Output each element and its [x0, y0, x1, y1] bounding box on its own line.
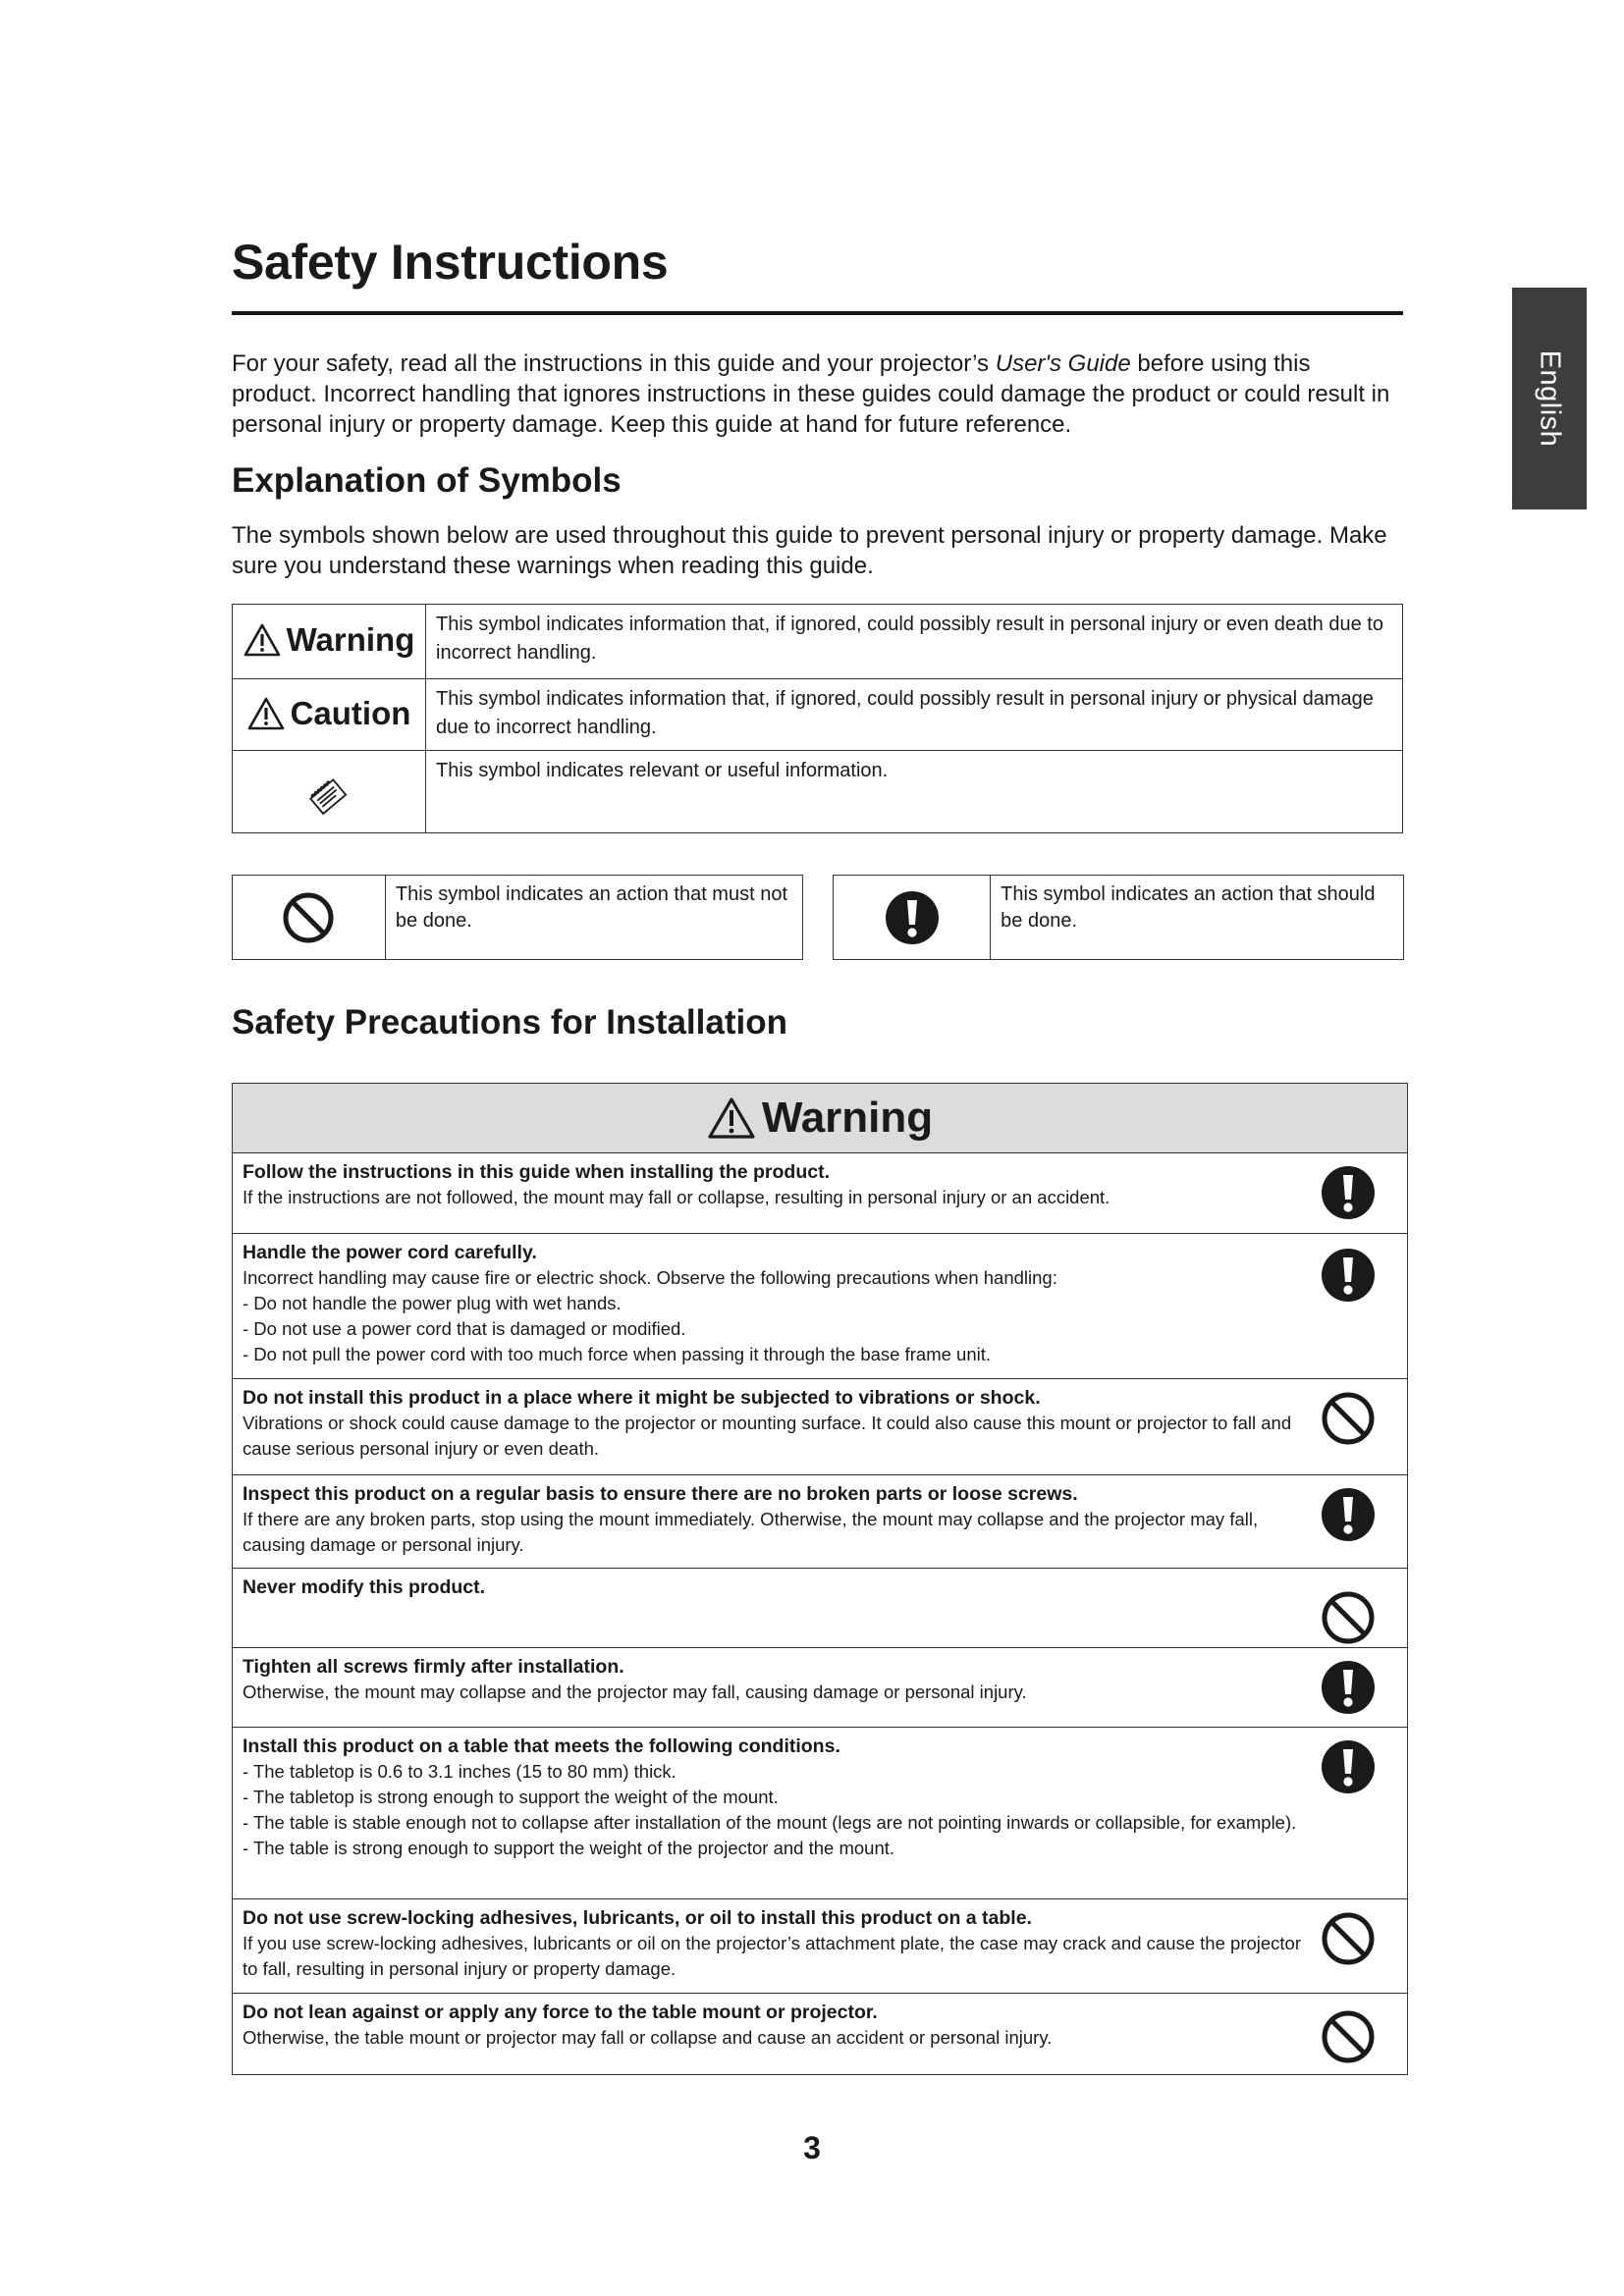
warning-row-title: Tighten all screws firmly after installation.: [243, 1656, 624, 1678]
warning-table-header: [233, 1084, 1407, 1153]
symbol-label: Caution: [290, 694, 411, 731]
warning-row-title: Handle the power cord carefully.: [243, 1242, 537, 1263]
prohibited-symbol-box: [232, 875, 803, 960]
note-pencil-icon: [307, 774, 351, 818]
intro-text-2: before using this product. Incorrect handling that ignores instructions in these guides could damage the product or could result in personal injury or property damage. Keep this guide at hand for future reference.: [232, 350, 1390, 438]
symbol-row-warning: [233, 605, 1403, 679]
symbol-row-caution: [233, 679, 1403, 751]
warning-triangle-icon: [244, 623, 281, 657]
warning-row-text: - The table is stable enough not to collapse after installation of the mount (legs are not pointing inwards or collapsible, for example).: [243, 1812, 1297, 1833]
warning-row: [233, 1379, 1407, 1475]
warning-triangle-icon: [247, 697, 285, 730]
symbol-label: Warning: [286, 621, 415, 658]
mandatory-icon: [1321, 1248, 1376, 1303]
warning-triangle-icon: [707, 1096, 756, 1140]
installation-warning-table: [232, 1083, 1408, 2075]
symbol-row-note: [233, 751, 1403, 833]
warning-header-label: Warning: [761, 1094, 934, 1142]
warning-row-text: - Do not pull the power cord with too much force when passing it through the base frame unit.: [243, 1344, 991, 1364]
symbols-table: [232, 604, 1403, 833]
warning-row: [233, 1569, 1407, 1648]
prohibited-icon: [1321, 2009, 1376, 2064]
warning-row: [233, 1899, 1407, 1994]
warning-row-text: If there are any broken parts, stop using the mount immediately. Otherwise, the mount may collapse and the projector may fall, causing damage or personal injury.: [243, 1509, 1259, 1555]
intro-guide-name: User's Guide: [995, 350, 1131, 377]
prohibited-icon: [1321, 1911, 1376, 1966]
warning-row-title: Follow the instructions in this guide when installing the product.: [243, 1161, 830, 1183]
symbol-description: This symbol indicates information that, if ignored, could possibly result in personal injury or even death due to incorrect handling.: [426, 605, 1403, 679]
warning-row-text: Otherwise, the table mount or projector may fall or collapse and cause an accident or personal injury.: [243, 2027, 1053, 2048]
page-title: Safety Instructions: [232, 235, 669, 290]
mandatory-icon: [1321, 1739, 1376, 1794]
symbol-label-cell: [233, 751, 426, 833]
warning-row: [233, 1648, 1407, 1728]
symbol-label-cell: [233, 605, 426, 679]
intro-paragraph: [232, 348, 1390, 440]
warning-row-text: - Do not use a power cord that is damaged or modified.: [243, 1318, 686, 1339]
warning-row-title: Install this product on a table that meets the following conditions.: [243, 1735, 840, 1757]
prohibited-icon: [1321, 1590, 1376, 1645]
mandatory-icon: [1321, 1165, 1376, 1220]
symbol-description: This symbol indicates relevant or useful information.: [426, 751, 1403, 833]
mandatory-description: This symbol indicates an action that should be done.: [1001, 883, 1376, 932]
mandatory-symbol-box: [833, 875, 1404, 960]
warning-row: [233, 1153, 1407, 1234]
language-tab-label: English: [1534, 349, 1566, 448]
warning-row-text: If you use screw-locking adhesives, lubricants or oil on the projector’s attachment plate, the case may crack and cause the projector to fall, resulting in personal injury or property damage.: [243, 1933, 1302, 1979]
warning-row: [233, 1994, 1407, 2074]
warning-row-text: - The table is strong enough to support the weight of the projector and the mount.: [243, 1838, 895, 1858]
symbols-heading: Explanation of Symbols: [232, 461, 622, 500]
warning-row-title: Do not install this product in a place where it might be subjected to vibrations or shock.: [243, 1387, 1041, 1409]
warning-row-text: - The tabletop is strong enough to support the weight of the mount.: [243, 1787, 779, 1807]
symbols-intro: The symbols shown below are used throughout this guide to prevent personal injury or property damage. Make sure you understand these warnings when reading this guide.: [232, 522, 1387, 579]
mandatory-icon: [1321, 1487, 1376, 1542]
page-number: 3: [803, 2130, 821, 2165]
intro-text-1: For your safety, read all the instructions in this guide and your projector’s: [232, 350, 996, 377]
warning-rows: [233, 1153, 1407, 2074]
warning-row-text: - The tabletop is 0.6 to 3.1 inches (15 to 80 mm) thick.: [243, 1761, 677, 1782]
warning-row-text: - Do not handle the power plug with wet hands.: [243, 1293, 622, 1313]
warning-row: [233, 1728, 1407, 1899]
mandatory-icon: [885, 890, 940, 945]
prohibited-icon: [1321, 1391, 1376, 1446]
warning-row: [233, 1475, 1407, 1569]
language-tab: [1512, 288, 1587, 509]
warning-row-title: Never modify this product.: [243, 1576, 486, 1598]
warning-row: [233, 1234, 1407, 1379]
warning-row-text: Otherwise, the mount may collapse and the projector may fall, causing damage or personal injury.: [243, 1682, 1027, 1702]
warning-row-text: If the instructions are not followed, the mount may fall or collapse, resulting in personal injury or an accident.: [243, 1187, 1110, 1207]
mandatory-icon: [1321, 1660, 1376, 1715]
symbol-description: This symbol indicates information that, if ignored, could possibly result in personal injury or physical damage due to incorrect handling.: [426, 679, 1403, 751]
installation-heading: Safety Precautions for Installation: [232, 1003, 787, 1041]
symbol-label-cell: [233, 679, 426, 751]
prohibited-icon: [282, 891, 335, 944]
warning-row-text: Incorrect handling may cause fire or electric shock. Observe the following precautions when handling:: [243, 1267, 1057, 1288]
warning-row-text: Vibrations or shock could cause damage to the projector or mounting surface. It could also cause this mount or projector to fall and cause serious personal injury or even death.: [243, 1413, 1292, 1459]
warning-row-title: Inspect this product on a regular basis to ensure there are no broken parts or loose screws.: [243, 1483, 1078, 1505]
warning-row-title: Do not lean against or apply any force to the table mount or projector.: [243, 2002, 878, 2023]
prohibited-description: This symbol indicates an action that must not be done.: [395, 883, 788, 932]
title-divider: [232, 311, 1403, 315]
warning-row-title: Do not use screw-locking adhesives, lubricants, or oil to install this product on a table.: [243, 1907, 1032, 1929]
